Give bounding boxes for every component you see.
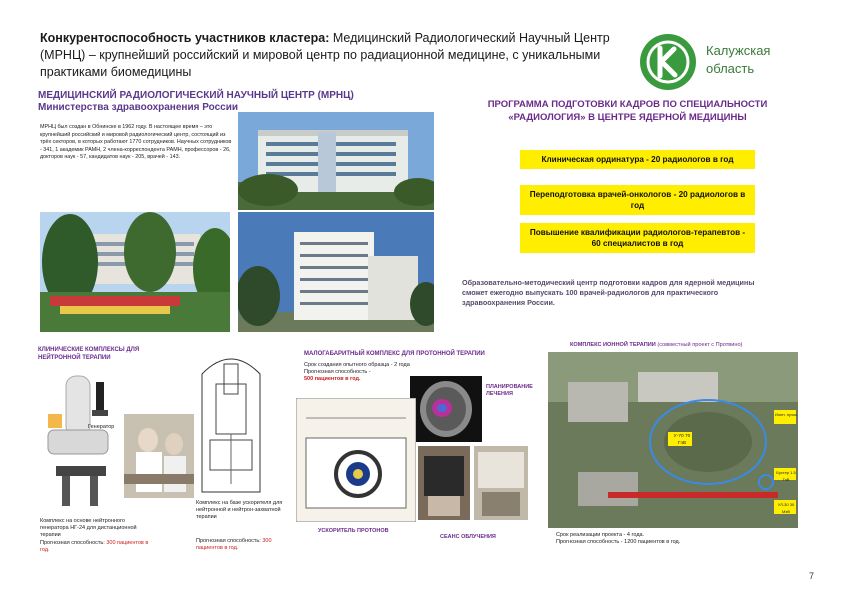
proton-accelerator-scheme — [296, 398, 416, 522]
building-photo-main — [238, 112, 434, 210]
garden-photo — [40, 212, 230, 332]
ion-info — [556, 532, 796, 546]
neutron-capacity-left-label: Прогнозная способность: — [40, 540, 105, 546]
neutron-scheme-image — [196, 344, 266, 494]
neutron-caption-mid: Комплекс на базе ускорителя для нейтронной и нейтрон-захватной терапии — [196, 500, 283, 520]
region-name: Калужская область — [706, 43, 771, 76]
center-description: МРНЦ был создан в Обнинске в 1962 году. В настоящее время – это крупнейший российский и мировой радиологический центр, состоящий из трёх секторов, в которых работают 1770 сотрудников. Научных сотрудников - 341, 1 академик РАМН, 2 члена-корреспондента РАМН, профессоров - 26, докторов наук - 57, кандидатов наук - 205, врачей - 143. — [40, 124, 232, 161]
accelerator-label: УСКОРИТЕЛЬ ПРОТОНОВ — [318, 528, 389, 534]
kaluga-logo — [640, 34, 696, 90]
k-logo-icon — [640, 34, 696, 90]
center-subtitle: Министерства здравоохранения России — [38, 102, 239, 113]
linac-label: УЛ-30 30 МэВ — [777, 502, 795, 514]
proton-line3: 500 пациентов в год. — [304, 376, 361, 382]
booster-label: Бустер 1.5 ГэВ — [776, 470, 796, 482]
neutron-capacity-mid-label: Прогнозная способность: — [196, 538, 261, 544]
program-box-residency: Клиническая ординатура - 20 радиологов в год — [520, 150, 755, 169]
proton-equipment-photo — [418, 446, 470, 520]
neutron-capacity-mid-value: 300 пациентов в год. — [196, 538, 272, 551]
page-header-title — [40, 30, 620, 81]
neutron-procedure-photo — [124, 414, 194, 498]
ion-beam-label-1: Ионн. пучок — [775, 412, 797, 417]
header-title-bold: Конкурентоспособность участников кластера: — [40, 31, 330, 45]
generator-label: Генератор — [88, 424, 115, 430]
proton-lab-photo — [474, 446, 528, 520]
ion-line1: Срок реализации проекта - 4 года. — [556, 532, 645, 538]
neutron-title: КЛИНИЧЕСКИЕ КОМПЛЕКСЫ ДЛЯ НЕЙТРОННОЙ ТЕРАПИИ — [38, 347, 140, 361]
ion-line2: Прогнозная способность - 1200 пациентов в год. — [556, 539, 681, 545]
program-note: Образовательно-методический центр подготовки кадров для ядерной медицины сможет ежегодно выпускать 100 врачей-радиологов для практического здравоохранения России. — [462, 278, 755, 307]
neutron-capacity-mid — [196, 538, 291, 552]
planning-label: ПЛАНИРОВАНИЕ ЛЕЧЕНИЯ — [486, 384, 533, 397]
proton-line1: Срок создания опытного образца - 2 года — [304, 362, 410, 368]
page-number: 7 — [808, 571, 814, 581]
ion-title-main: КОМПЛЕКС ИОННОЙ ТЕРАПИИ — [570, 342, 656, 348]
ion-title — [570, 341, 800, 349]
ct-scan-image — [410, 376, 482, 442]
proton-title: МАЛОГАБАРИТНЫЙ КОМПЛЕКС ДЛЯ ПРОТОННОЙ ТЕРАПИИ — [304, 351, 485, 357]
program-box-retraining: Переподготовка врачей-онкологов - 20 радиологов в год — [520, 185, 755, 215]
program-box-qualification: Повышение квалификации радиологов-терапевтов - 60 специалистов в год — [520, 223, 755, 253]
header-title-rest: Медицинский Радиологический Научный Центр (МРНЦ) – крупнейший российский и мировой центр по радиационной медицине, с уникальными практиками биомедицины — [40, 31, 610, 79]
neutron-capacity-left — [40, 540, 150, 554]
tower-photo — [238, 212, 434, 332]
u70-label: У-70 70 ГэВ — [673, 434, 691, 446]
proton-line2: Прогнозная способность - — [304, 369, 371, 375]
session-label: СЕАНС ОБЛУЧЕНИЯ — [440, 534, 496, 540]
program-title: ПРОГРАММА ПОДГОТОВКИ КАДРОВ ПО СПЕЦИАЛЬНОСТИ «РАДИОЛОГИЯ» В ЦЕНТРЕ ЯДЕРНОЙ МЕДИЦИНЫ — [487, 99, 768, 123]
ion-title-sub: (совместный проект с Протвино) — [657, 342, 743, 348]
neutron-caption-left: Комплекс на основе нейтронного генератора НГ-24 для дистанционной терапии — [40, 518, 137, 538]
neutron-generator-image — [92, 382, 108, 416]
center-title: МЕДИЦИНСКИЙ РАДИОЛОГИЧЕСКИЙ НАУЧНЫЙ ЦЕНТР (МРНЦ) — [38, 90, 354, 101]
neutron-capacity-left-value: 300 пациентов в год. — [40, 540, 149, 553]
